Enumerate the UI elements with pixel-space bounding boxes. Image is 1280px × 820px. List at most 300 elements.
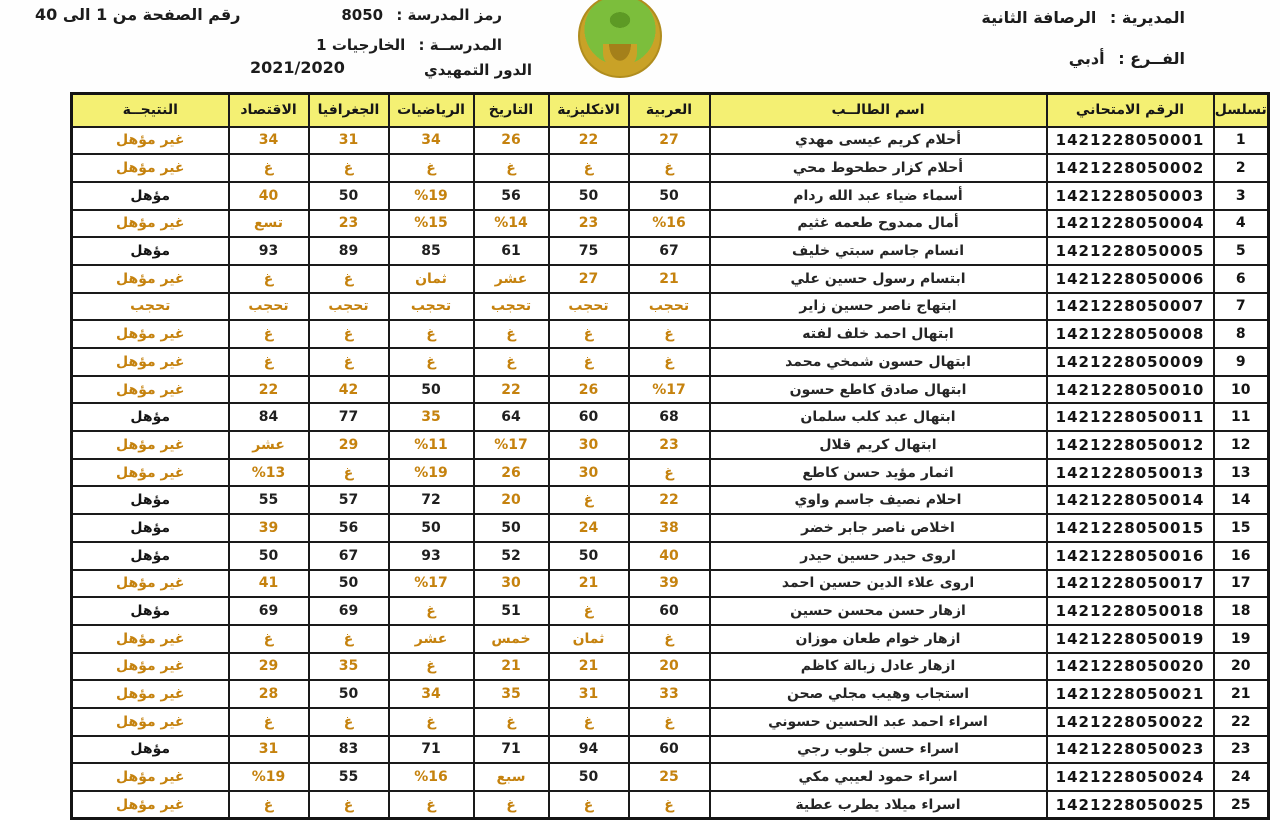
grade-cell-english: 75: [549, 237, 629, 265]
grade-cell-arabic: 50: [629, 182, 710, 210]
grade-cell-arabic: 39: [629, 570, 710, 598]
table-row: [72, 210, 1269, 238]
serial-cell: 16: [1214, 542, 1269, 570]
grade-cell-history: 56: [474, 182, 549, 210]
grade-cell-history: 50: [474, 514, 549, 542]
grade-cell-history: تحجب: [474, 293, 549, 321]
grade-cell-english: غ: [549, 320, 629, 348]
result-cell: غير مؤهل: [72, 431, 229, 459]
table-row: [72, 542, 1269, 570]
school-label: المدرســة :: [418, 36, 502, 54]
grade-cell-geography: 83: [309, 736, 389, 764]
grade-cell-math: غ: [389, 708, 474, 736]
grade-cell-economics: 39: [229, 514, 309, 542]
serial-cell: 13: [1214, 459, 1269, 487]
table-header-row: [72, 94, 1269, 127]
grade-cell-english: 22: [549, 127, 629, 155]
student-name-cell: أحلام كزار حطحوط محي: [710, 154, 1047, 182]
serial-cell: 11: [1214, 403, 1269, 431]
table-row: [72, 653, 1269, 681]
grade-cell-arabic: 27: [629, 127, 710, 155]
grade-cell-economics: غ: [229, 625, 309, 653]
grade-cell-history: %14: [474, 210, 549, 238]
serial-cell: 19: [1214, 625, 1269, 653]
grade-cell-history: غ: [474, 708, 549, 736]
serial-cell: 25: [1214, 791, 1269, 819]
serial-cell: 24: [1214, 763, 1269, 791]
grade-cell-math: عشر: [389, 625, 474, 653]
grade-cell-geography: 50: [309, 570, 389, 598]
grade-cell-arabic: غ: [629, 625, 710, 653]
grade-cell-math: %19: [389, 182, 474, 210]
grade-cell-geography: غ: [309, 708, 389, 736]
result-cell: مؤهل: [72, 736, 229, 764]
grade-cell-math: %11: [389, 431, 474, 459]
grade-cell-history: 20: [474, 486, 549, 514]
grade-cell-arabic: 33: [629, 680, 710, 708]
student-name-cell: اخلاص ناصر جابر خضر: [710, 514, 1047, 542]
result-cell: مؤهل: [72, 486, 229, 514]
grade-cell-history: عشر: [474, 265, 549, 293]
grade-cell-arabic: غ: [629, 459, 710, 487]
grade-cell-geography: 31: [309, 127, 389, 155]
grade-cell-english: 94: [549, 736, 629, 764]
grade-cell-history: %17: [474, 431, 549, 459]
grade-cell-english: 30: [549, 459, 629, 487]
grade-cell-economics: غ: [229, 348, 309, 376]
exam-number-cell: 1421228050007: [1047, 293, 1214, 321]
table-row: [72, 431, 1269, 459]
student-name-cell: ازهار عادل زبالة كاظم: [710, 653, 1047, 681]
grade-cell-economics: تسع: [229, 210, 309, 238]
serial-cell: 20: [1214, 653, 1269, 681]
grade-cell-math: غ: [389, 348, 474, 376]
school-value: الخارجيات 1: [316, 36, 406, 54]
branch-line: [1069, 49, 1185, 68]
grade-cell-arabic: 20: [629, 653, 710, 681]
exam-number-cell: 1421228050008: [1047, 320, 1214, 348]
table-row: [72, 486, 1269, 514]
col-header-english: الانكليزية: [549, 94, 629, 127]
table-row: [72, 403, 1269, 431]
student-name-cell: ابتهال كريم قلال: [710, 431, 1047, 459]
result-cell: غير مؤهل: [72, 265, 229, 293]
result-cell: غير مؤهل: [72, 570, 229, 598]
result-cell: تحجب: [72, 293, 229, 321]
grade-cell-math: غ: [389, 154, 474, 182]
result-cell: مؤهل: [72, 597, 229, 625]
grade-cell-geography: غ: [309, 320, 389, 348]
exam-number-cell: 1421228050021: [1047, 680, 1214, 708]
exam-number-cell: 1421228050019: [1047, 625, 1214, 653]
student-name-cell: اسراء ميلاد يطرب عطية: [710, 791, 1047, 819]
grade-cell-arabic: غ: [629, 348, 710, 376]
grade-cell-math: غ: [389, 320, 474, 348]
table-row: [72, 376, 1269, 404]
table-row: [72, 182, 1269, 210]
results-table-body: [72, 127, 1269, 819]
col-header-history: التاريخ: [474, 94, 549, 127]
grade-cell-history: 51: [474, 597, 549, 625]
grade-cell-history: 64: [474, 403, 549, 431]
exam-number-cell: 1421228050006: [1047, 265, 1214, 293]
grade-cell-english: 50: [549, 763, 629, 791]
student-name-cell: ابتهال احمد خلف لفته: [710, 320, 1047, 348]
result-cell: غير مؤهل: [72, 210, 229, 238]
grade-cell-math: %17: [389, 570, 474, 598]
grade-cell-history: غ: [474, 320, 549, 348]
grade-cell-math: 50: [389, 376, 474, 404]
result-cell: غير مؤهل: [72, 320, 229, 348]
grade-cell-economics: 29: [229, 653, 309, 681]
serial-cell: 17: [1214, 570, 1269, 598]
grade-cell-math: 71: [389, 736, 474, 764]
result-cell: غير مؤهل: [72, 154, 229, 182]
grade-cell-english: غ: [549, 154, 629, 182]
grade-cell-math: 34: [389, 127, 474, 155]
grade-cell-geography: غ: [309, 791, 389, 819]
grade-cell-arabic: 60: [629, 597, 710, 625]
exam-number-cell: 1421228050009: [1047, 348, 1214, 376]
exam-number-cell: 1421228050002: [1047, 154, 1214, 182]
grade-cell-history: 35: [474, 680, 549, 708]
grade-cell-history: 30: [474, 570, 549, 598]
grade-cell-arabic: تحجب: [629, 293, 710, 321]
serial-cell: 9: [1214, 348, 1269, 376]
grade-cell-math: غ: [389, 653, 474, 681]
grade-cell-history: 71: [474, 736, 549, 764]
grade-cell-arabic: 25: [629, 763, 710, 791]
grade-cell-arabic: 67: [629, 237, 710, 265]
student-name-cell: ابتسام رسول حسين علي: [710, 265, 1047, 293]
serial-cell: 10: [1214, 376, 1269, 404]
grade-cell-english: 30: [549, 431, 629, 459]
grade-cell-math: 93: [389, 542, 474, 570]
grade-cell-geography: غ: [309, 348, 389, 376]
grade-cell-economics: 55: [229, 486, 309, 514]
serial-cell: 14: [1214, 486, 1269, 514]
student-name-cell: استجاب وهيب مجلي صحن: [710, 680, 1047, 708]
result-cell: غير مؤهل: [72, 763, 229, 791]
table-row: [72, 459, 1269, 487]
grade-cell-economics: تحجب: [229, 293, 309, 321]
student-name-cell: ابتهال صادق كاطع حسون: [710, 376, 1047, 404]
school-code-label: رمز المدرسة :: [396, 6, 502, 24]
grade-cell-english: 21: [549, 653, 629, 681]
grade-cell-math: 35: [389, 403, 474, 431]
grade-cell-math: %19: [389, 459, 474, 487]
grade-cell-arabic: غ: [629, 708, 710, 736]
grade-cell-arabic: 23: [629, 431, 710, 459]
result-cell: مؤهل: [72, 542, 229, 570]
table-row: [72, 597, 1269, 625]
grade-cell-geography: 29: [309, 431, 389, 459]
grade-cell-geography: 67: [309, 542, 389, 570]
result-cell: مؤهل: [72, 182, 229, 210]
grade-cell-english: 26: [549, 376, 629, 404]
grade-cell-math: 50: [389, 514, 474, 542]
exam-number-cell: 1421228050020: [1047, 653, 1214, 681]
grade-cell-history: 26: [474, 127, 549, 155]
grade-cell-english: 31: [549, 680, 629, 708]
grade-cell-history: سبع: [474, 763, 549, 791]
col-header-math: الرياضيات: [389, 94, 474, 127]
grade-cell-math: 72: [389, 486, 474, 514]
exam-number-cell: 1421228050012: [1047, 431, 1214, 459]
directorate-value: الرصافة الثانية: [981, 8, 1097, 27]
grade-cell-arabic: 22: [629, 486, 710, 514]
grade-cell-geography: تحجب: [309, 293, 389, 321]
exam-number-cell: 1421228050025: [1047, 791, 1214, 819]
table-row: [72, 791, 1269, 819]
table-row: [72, 625, 1269, 653]
grade-cell-arabic: غ: [629, 791, 710, 819]
school-line: [316, 36, 502, 54]
grade-cell-economics: 40: [229, 182, 309, 210]
exam-number-cell: 1421228050014: [1047, 486, 1214, 514]
grade-cell-english: 50: [549, 182, 629, 210]
grade-cell-english: 60: [549, 403, 629, 431]
student-name-cell: اسراء حمود لعيبي مكي: [710, 763, 1047, 791]
grade-cell-arabic: 68: [629, 403, 710, 431]
grade-cell-economics: غ: [229, 265, 309, 293]
exam-number-cell: 1421228050001: [1047, 127, 1214, 155]
grade-cell-english: 50: [549, 542, 629, 570]
grade-cell-geography: غ: [309, 154, 389, 182]
serial-cell: 23: [1214, 736, 1269, 764]
grade-cell-math: ثمان: [389, 265, 474, 293]
exam-round-label: الدور التمهيدي: [423, 61, 532, 79]
grade-cell-arabic: 60: [629, 736, 710, 764]
student-name-cell: اسراء احمد عبد الحسين حسوني: [710, 708, 1047, 736]
grade-cell-geography: 57: [309, 486, 389, 514]
grade-cell-arabic: %17: [629, 376, 710, 404]
col-header-arabic: العربية: [629, 94, 710, 127]
result-cell: غير مؤهل: [72, 376, 229, 404]
serial-cell: 1: [1214, 127, 1269, 155]
table-row: [72, 680, 1269, 708]
serial-cell: 18: [1214, 597, 1269, 625]
grade-cell-english: 23: [549, 210, 629, 238]
serial-cell: 2: [1214, 154, 1269, 182]
result-cell: غير مؤهل: [72, 127, 229, 155]
branch-label: الفــرع :: [1118, 49, 1185, 68]
exam-number-cell: 1421228050017: [1047, 570, 1214, 598]
serial-cell: 6: [1214, 265, 1269, 293]
grade-cell-english: 21: [549, 570, 629, 598]
grade-cell-history: خمس: [474, 625, 549, 653]
grade-cell-economics: 69: [229, 597, 309, 625]
result-cell: غير مؤهل: [72, 708, 229, 736]
grade-cell-english: غ: [549, 486, 629, 514]
grade-cell-history: غ: [474, 348, 549, 376]
grade-cell-geography: 42: [309, 376, 389, 404]
grade-cell-economics: 28: [229, 680, 309, 708]
student-name-cell: ازهار حسن محسن حسين: [710, 597, 1047, 625]
page-range-label: رقم الصفحة من 1 الى 40: [35, 5, 241, 24]
school-code-line: [341, 6, 502, 24]
table-row: [72, 293, 1269, 321]
grade-cell-arabic: 21: [629, 265, 710, 293]
grade-cell-economics: غ: [229, 320, 309, 348]
grade-cell-arabic: 40: [629, 542, 710, 570]
student-name-cell: ابتهاج ناصر حسين زاير: [710, 293, 1047, 321]
student-name-cell: اسراء حسن جلوب رجي: [710, 736, 1047, 764]
grade-cell-geography: 55: [309, 763, 389, 791]
col-header-serial: تسلسل: [1214, 94, 1269, 127]
exam-number-cell: 1421228050003: [1047, 182, 1214, 210]
grade-cell-math: %15: [389, 210, 474, 238]
student-name-cell: أسماء ضياء عبد الله ردام: [710, 182, 1047, 210]
serial-cell: 12: [1214, 431, 1269, 459]
grade-cell-economics: غ: [229, 154, 309, 182]
grade-cell-english: غ: [549, 597, 629, 625]
exam-number-cell: 1421228050010: [1047, 376, 1214, 404]
grade-cell-math: 85: [389, 237, 474, 265]
table-row: [72, 127, 1269, 155]
grade-cell-english: 27: [549, 265, 629, 293]
ministry-of-education-logo: [578, 0, 662, 78]
grade-cell-history: 22: [474, 376, 549, 404]
student-name-cell: أحلام كريم عيسى مهدي: [710, 127, 1047, 155]
grade-cell-history: غ: [474, 154, 549, 182]
grade-cell-arabic: غ: [629, 320, 710, 348]
result-cell: غير مؤهل: [72, 348, 229, 376]
student-name-cell: ابتهال عبد كلب سلمان: [710, 403, 1047, 431]
student-name-cell: اثمار مؤيد حسن كاطع: [710, 459, 1047, 487]
grade-cell-geography: 77: [309, 403, 389, 431]
grade-cell-geography: 35: [309, 653, 389, 681]
grade-cell-history: 26: [474, 459, 549, 487]
grade-cell-geography: 89: [309, 237, 389, 265]
branch-value: أدبي: [1068, 49, 1105, 68]
table-row: [72, 570, 1269, 598]
table-row: [72, 348, 1269, 376]
grade-cell-economics: غ: [229, 708, 309, 736]
exam-number-cell: 1421228050011: [1047, 403, 1214, 431]
student-name-cell: احلام نصيف جاسم واوي: [710, 486, 1047, 514]
academic-year-label: 2021/2020: [250, 58, 345, 77]
grade-cell-math: تحجب: [389, 293, 474, 321]
exam-number-cell: 1421228050022: [1047, 708, 1214, 736]
table-row: [72, 763, 1269, 791]
grade-cell-economics: %19: [229, 763, 309, 791]
grade-cell-geography: غ: [309, 625, 389, 653]
grade-cell-economics: 93: [229, 237, 309, 265]
grade-cell-arabic: 38: [629, 514, 710, 542]
grade-cell-english: 24: [549, 514, 629, 542]
grade-cell-english: تحجب: [549, 293, 629, 321]
exam-number-cell: 1421228050004: [1047, 210, 1214, 238]
exam-number-cell: 1421228050018: [1047, 597, 1214, 625]
school-code-value: 8050: [341, 6, 384, 24]
table-row: [72, 736, 1269, 764]
result-cell: مؤهل: [72, 237, 229, 265]
grade-cell-geography: غ: [309, 265, 389, 293]
result-cell: غير مؤهل: [72, 653, 229, 681]
student-name-cell: أمال ممدوح طعمه غثيم: [710, 210, 1047, 238]
grade-cell-economics: 31: [229, 736, 309, 764]
grade-cell-history: 21: [474, 653, 549, 681]
grade-cell-geography: 23: [309, 210, 389, 238]
exam-number-cell: 1421228050024: [1047, 763, 1214, 791]
serial-cell: 21: [1214, 680, 1269, 708]
grade-cell-english: غ: [549, 348, 629, 376]
serial-cell: 5: [1214, 237, 1269, 265]
grade-cell-economics: عشر: [229, 431, 309, 459]
grade-cell-geography: غ: [309, 459, 389, 487]
result-cell: غير مؤهل: [72, 791, 229, 819]
exam-number-cell: 1421228050005: [1047, 237, 1214, 265]
student-name-cell: اروى حيدر حسين حيدر: [710, 542, 1047, 570]
grade-cell-english: غ: [549, 791, 629, 819]
grade-cell-arabic: غ: [629, 154, 710, 182]
results-table: [70, 92, 1270, 820]
grade-cell-geography: 50: [309, 680, 389, 708]
result-cell: غير مؤهل: [72, 625, 229, 653]
table-row: [72, 154, 1269, 182]
grade-cell-economics: 84: [229, 403, 309, 431]
grade-cell-math: 34: [389, 680, 474, 708]
exam-number-cell: 1421228050016: [1047, 542, 1214, 570]
grade-cell-economics: 41: [229, 570, 309, 598]
table-row: [72, 265, 1269, 293]
exam-number-cell: 1421228050013: [1047, 459, 1214, 487]
directorate-line: [981, 8, 1185, 27]
grade-cell-math: %16: [389, 763, 474, 791]
serial-cell: 4: [1214, 210, 1269, 238]
col-header-exam-number: الرقم الامتحاني: [1047, 94, 1214, 127]
grade-cell-math: غ: [389, 597, 474, 625]
table-row: [72, 237, 1269, 265]
table-row: [72, 320, 1269, 348]
grade-cell-history: 52: [474, 542, 549, 570]
grade-cell-economics: غ: [229, 791, 309, 819]
grade-cell-arabic: %16: [629, 210, 710, 238]
col-header-geography: الجغرافيا: [309, 94, 389, 127]
grade-cell-math: غ: [389, 791, 474, 819]
result-cell: غير مؤهل: [72, 680, 229, 708]
directorate-label: المديرية :: [1109, 8, 1185, 27]
table-row: [72, 514, 1269, 542]
grade-cell-history: 61: [474, 237, 549, 265]
student-name-cell: ازهار خوام طعان موزان: [710, 625, 1047, 653]
exam-number-cell: 1421228050023: [1047, 736, 1214, 764]
col-header-result: النتيجــة: [72, 94, 229, 127]
serial-cell: 15: [1214, 514, 1269, 542]
grade-cell-economics: 50: [229, 542, 309, 570]
grade-cell-economics: 34: [229, 127, 309, 155]
grade-cell-geography: 56: [309, 514, 389, 542]
exam-number-cell: 1421228050015: [1047, 514, 1214, 542]
serial-cell: 7: [1214, 293, 1269, 321]
student-name-cell: ابتهال حسون شمخي محمد: [710, 348, 1047, 376]
grade-cell-geography: 69: [309, 597, 389, 625]
result-cell: مؤهل: [72, 514, 229, 542]
grade-cell-economics: %13: [229, 459, 309, 487]
student-name-cell: اروى علاء الدين حسين احمد: [710, 570, 1047, 598]
serial-cell: 22: [1214, 708, 1269, 736]
result-cell: غير مؤهل: [72, 459, 229, 487]
grade-cell-economics: 22: [229, 376, 309, 404]
student-name-cell: انسام جاسم سبتي خليف: [710, 237, 1047, 265]
grade-cell-english: ثمان: [549, 625, 629, 653]
col-header-economics: الاقتصاد: [229, 94, 309, 127]
grade-cell-english: غ: [549, 708, 629, 736]
grade-cell-geography: 50: [309, 182, 389, 210]
result-cell: مؤهل: [72, 403, 229, 431]
table-row: [72, 708, 1269, 736]
